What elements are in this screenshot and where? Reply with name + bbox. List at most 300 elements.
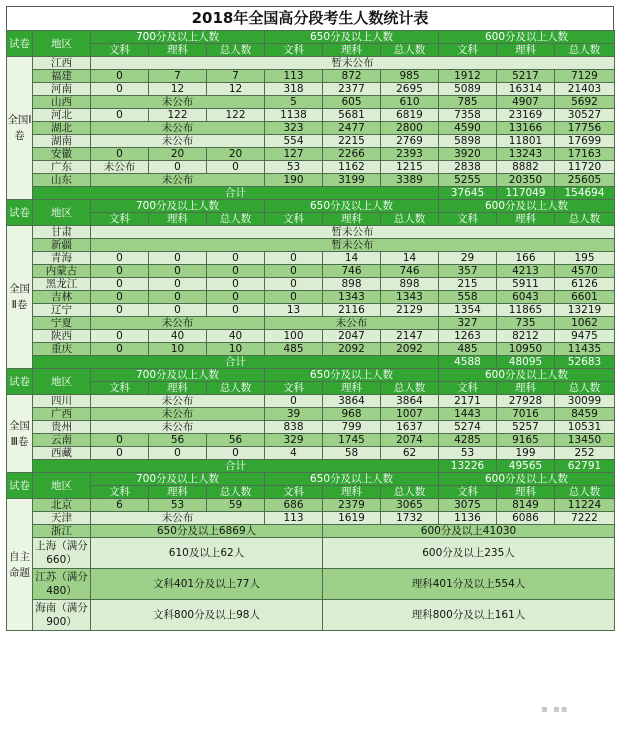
- region-cell: 广东: [33, 161, 91, 174]
- not-published-cell: 未公布: [265, 317, 439, 330]
- value-cell: 30099: [555, 395, 615, 408]
- value-cell: 未公布: [91, 161, 149, 174]
- header-wenke: 文科: [265, 44, 323, 57]
- region-cell: 安徽: [33, 148, 91, 161]
- value-cell: 1443: [439, 408, 497, 421]
- value-cell: 5898: [439, 135, 497, 148]
- not-published-cell: 未公布: [91, 512, 265, 525]
- not-published-cell: 未公布: [91, 135, 265, 148]
- table-row: [7, 148, 615, 161]
- value-cell: 1912: [439, 70, 497, 83]
- value-cell: 11801: [497, 135, 555, 148]
- table-row: [7, 161, 615, 174]
- value-cell: 5257: [497, 421, 555, 434]
- value-cell: 0: [265, 395, 323, 408]
- total-value: 52683: [555, 356, 615, 369]
- value-cell: 686: [265, 499, 323, 512]
- value-cell: 4: [265, 447, 323, 460]
- region-cell: 黑龙江: [33, 278, 91, 291]
- value-cell: 0: [265, 252, 323, 265]
- value-cell: 40: [207, 330, 265, 343]
- value-cell: 1007: [381, 408, 439, 421]
- value-cell: 1637: [381, 421, 439, 434]
- value-cell: 5: [265, 96, 323, 109]
- value-cell: 62: [381, 447, 439, 460]
- region-cell: 上海（满分660）: [33, 538, 91, 569]
- value-cell: 17756: [555, 122, 615, 135]
- value-cell: 5217: [497, 70, 555, 83]
- not-published-cell: 暂未公布: [91, 239, 615, 252]
- value-cell: 0: [91, 278, 149, 291]
- value-cell: 25605: [555, 174, 615, 187]
- value-cell: 4590: [439, 122, 497, 135]
- page-title: 2018年全国高分段考生人数统计表: [6, 6, 614, 30]
- table-row: [7, 96, 615, 109]
- value-cell: 53: [149, 499, 207, 512]
- value-cell: 2074: [381, 434, 439, 447]
- value-cell: 20: [149, 148, 207, 161]
- header-like: 理科: [149, 486, 207, 499]
- value-cell: 11224: [555, 499, 615, 512]
- value-cell: 0: [91, 447, 149, 460]
- table-row: [7, 343, 615, 356]
- value-cell: 7222: [555, 512, 615, 525]
- summary-cell: 理科800分及以上161人: [323, 600, 615, 631]
- value-cell: 5681: [323, 109, 381, 122]
- value-cell: 53: [265, 161, 323, 174]
- not-published-cell: 暂未公布: [91, 226, 615, 239]
- value-cell: 9165: [497, 434, 555, 447]
- value-cell: 166: [497, 252, 555, 265]
- value-cell: 0: [149, 252, 207, 265]
- header-wenke: 文科: [265, 486, 323, 499]
- value-cell: 7358: [439, 109, 497, 122]
- header-600-group: 600分及以上人数: [439, 473, 615, 486]
- value-cell: 985: [381, 70, 439, 83]
- value-cell: 10531: [555, 421, 615, 434]
- table-row: [7, 265, 615, 278]
- value-cell: 2092: [381, 343, 439, 356]
- header-wenke: 文科: [265, 382, 323, 395]
- value-cell: 357: [439, 265, 497, 278]
- value-cell: 2838: [439, 161, 497, 174]
- value-cell: 1215: [381, 161, 439, 174]
- value-cell: 27928: [497, 395, 555, 408]
- header-total: 总人数: [555, 44, 615, 57]
- table-row: [7, 213, 615, 226]
- value-cell: 10950: [497, 343, 555, 356]
- header-600-group: 600分及以上人数: [439, 31, 615, 44]
- value-cell: 12: [207, 83, 265, 96]
- stats-table: [6, 30, 615, 631]
- header-like: 理科: [323, 213, 381, 226]
- value-cell: 799: [323, 421, 381, 434]
- value-cell: 1062: [555, 317, 615, 330]
- total-value: 13226: [439, 460, 497, 473]
- header-700-group: 700分及以上人数: [91, 200, 265, 213]
- value-cell: 838: [265, 421, 323, 434]
- value-cell: 329: [265, 434, 323, 447]
- value-cell: 2171: [439, 395, 497, 408]
- table-row: [7, 31, 615, 44]
- header-exam-type: 试卷: [7, 369, 33, 395]
- value-cell: 122: [149, 109, 207, 122]
- total-label: 合计: [33, 356, 439, 369]
- header-like: 理科: [497, 213, 555, 226]
- header-total: 总人数: [207, 382, 265, 395]
- value-cell: 14: [381, 252, 439, 265]
- value-cell: 2129: [381, 304, 439, 317]
- region-cell: 甘肃: [33, 226, 91, 239]
- total-value: 48095: [497, 356, 555, 369]
- table-row: [7, 330, 615, 343]
- value-cell: 0: [207, 265, 265, 278]
- value-cell: 872: [323, 70, 381, 83]
- value-cell: 30527: [555, 109, 615, 122]
- value-cell: 17163: [555, 148, 615, 161]
- value-cell: 485: [439, 343, 497, 356]
- region-cell: 新疆: [33, 239, 91, 252]
- region-cell: 山东: [33, 174, 91, 187]
- table-row: [7, 135, 615, 148]
- total-label: 合计: [33, 187, 439, 200]
- header-like: 理科: [497, 486, 555, 499]
- not-published-cell: 未公布: [91, 122, 265, 135]
- value-cell: 554: [265, 135, 323, 148]
- value-cell: 2092: [323, 343, 381, 356]
- value-cell: 5255: [439, 174, 497, 187]
- region-cell: 山西: [33, 96, 91, 109]
- header-total: 总人数: [207, 44, 265, 57]
- table-row: [7, 278, 615, 291]
- value-cell: 1619: [323, 512, 381, 525]
- header-total: 总人数: [555, 382, 615, 395]
- header-total: 总人数: [381, 486, 439, 499]
- region-cell: 江苏（满分480）: [33, 569, 91, 600]
- header-exam-type: 试卷: [7, 473, 33, 499]
- header-wenke: 文科: [91, 44, 149, 57]
- value-cell: 6601: [555, 291, 615, 304]
- stats-table-container: [6, 6, 614, 715]
- header-total: 总人数: [381, 44, 439, 57]
- header-wenke: 文科: [91, 486, 149, 499]
- region-cell: 福建: [33, 70, 91, 83]
- table-row: [7, 44, 615, 57]
- value-cell: 8212: [497, 330, 555, 343]
- header-like: 理科: [149, 382, 207, 395]
- header-700-group: 700分及以上人数: [91, 473, 265, 486]
- exam-type-label: 全国Ⅰ卷: [7, 57, 33, 200]
- table-row: [7, 408, 615, 421]
- table-row: [7, 252, 615, 265]
- value-cell: 127: [265, 148, 323, 161]
- value-cell: 6126: [555, 278, 615, 291]
- summary-cell: 理科401分及以上554人: [323, 569, 615, 600]
- table-row: [7, 239, 615, 252]
- total-value: 154694: [555, 187, 615, 200]
- value-cell: 8459: [555, 408, 615, 421]
- value-cell: 29: [439, 252, 497, 265]
- table-row: [7, 512, 615, 525]
- region-cell: 江西: [33, 57, 91, 70]
- value-cell: 3065: [381, 499, 439, 512]
- value-cell: 0: [91, 265, 149, 278]
- value-cell: 0: [149, 278, 207, 291]
- table-row: [7, 600, 615, 631]
- header-total: 总人数: [381, 382, 439, 395]
- value-cell: 199: [497, 447, 555, 460]
- value-cell: 13166: [497, 122, 555, 135]
- value-cell: 20350: [497, 174, 555, 187]
- region-cell: 贵州: [33, 421, 91, 434]
- header-650-group: 650分及以上人数: [265, 200, 439, 213]
- header-700-group: 700分及以上人数: [91, 31, 265, 44]
- value-cell: 53: [439, 447, 497, 460]
- value-cell: 0: [207, 304, 265, 317]
- value-cell: 14: [323, 252, 381, 265]
- table-row: [7, 174, 615, 187]
- table-row: [7, 486, 615, 499]
- header-total: 总人数: [381, 213, 439, 226]
- value-cell: 21403: [555, 83, 615, 96]
- not-published-cell: 未公布: [91, 408, 265, 421]
- value-cell: 0: [91, 252, 149, 265]
- value-cell: 59: [207, 499, 265, 512]
- value-cell: 0: [207, 291, 265, 304]
- value-cell: 1162: [323, 161, 381, 174]
- value-cell: 605: [323, 96, 381, 109]
- value-cell: 2379: [323, 499, 381, 512]
- value-cell: 10: [149, 343, 207, 356]
- value-cell: 0: [91, 304, 149, 317]
- value-cell: 5274: [439, 421, 497, 434]
- value-cell: 13243: [497, 148, 555, 161]
- region-cell: 河南: [33, 83, 91, 96]
- region-cell: 四川: [33, 395, 91, 408]
- value-cell: 11435: [555, 343, 615, 356]
- value-cell: 122: [207, 109, 265, 122]
- total-value: 4588: [439, 356, 497, 369]
- value-cell: 8882: [497, 161, 555, 174]
- value-cell: 13219: [555, 304, 615, 317]
- table-row: [7, 499, 615, 512]
- value-cell: 1732: [381, 512, 439, 525]
- value-cell: 2116: [323, 304, 381, 317]
- value-cell: 2215: [323, 135, 381, 148]
- header-wenke: 文科: [265, 213, 323, 226]
- header-region: 地区: [33, 200, 91, 226]
- table-row: [7, 569, 615, 600]
- summary-cell: 610及以上62人: [91, 538, 323, 569]
- header-like: 理科: [149, 213, 207, 226]
- value-cell: 0: [149, 161, 207, 174]
- table-row: [7, 187, 615, 200]
- value-cell: 327: [439, 317, 497, 330]
- value-cell: 252: [555, 447, 615, 460]
- value-cell: 1136: [439, 512, 497, 525]
- region-cell: 重庆: [33, 343, 91, 356]
- header-like: 理科: [323, 382, 381, 395]
- table-row: [7, 291, 615, 304]
- header-650-group: 650分及以上人数: [265, 369, 439, 382]
- table-row: [7, 122, 615, 135]
- value-cell: 13450: [555, 434, 615, 447]
- stats-table-body: [7, 31, 615, 631]
- summary-cell: 600分及以上235人: [323, 538, 615, 569]
- value-cell: 4285: [439, 434, 497, 447]
- region-cell: 辽宁: [33, 304, 91, 317]
- value-cell: 3920: [439, 148, 497, 161]
- value-cell: 7: [207, 70, 265, 83]
- region-cell: 宁夏: [33, 317, 91, 330]
- header-exam-type: 试卷: [7, 31, 33, 57]
- value-cell: 785: [439, 96, 497, 109]
- value-cell: 6086: [497, 512, 555, 525]
- region-cell: 云南: [33, 434, 91, 447]
- table-row: [7, 460, 615, 473]
- table-row: [7, 304, 615, 317]
- region-cell: 西藏: [33, 447, 91, 460]
- table-row: [7, 473, 615, 486]
- header-wenke: 文科: [439, 382, 497, 395]
- value-cell: 7: [149, 70, 207, 83]
- total-label: 合计: [33, 460, 439, 473]
- summary-cell: 文科800分及以上98人: [91, 600, 323, 631]
- header-total: 总人数: [555, 486, 615, 499]
- header-like: 理科: [497, 382, 555, 395]
- value-cell: 1263: [439, 330, 497, 343]
- header-wenke: 文科: [91, 382, 149, 395]
- value-cell: 610: [381, 96, 439, 109]
- value-cell: 0: [149, 265, 207, 278]
- value-cell: 0: [149, 291, 207, 304]
- value-cell: 0: [149, 447, 207, 460]
- value-cell: 2695: [381, 83, 439, 96]
- value-cell: 6: [91, 499, 149, 512]
- value-cell: 16314: [497, 83, 555, 96]
- summary-cell: 文科401分及以上77人: [91, 569, 323, 600]
- value-cell: 0: [265, 278, 323, 291]
- not-published-cell: 未公布: [91, 96, 265, 109]
- value-cell: 13: [265, 304, 323, 317]
- value-cell: 2147: [381, 330, 439, 343]
- value-cell: 113: [265, 512, 323, 525]
- table-row: [7, 447, 615, 460]
- region-cell: 河北: [33, 109, 91, 122]
- table-row: [7, 382, 615, 395]
- value-cell: 0: [207, 278, 265, 291]
- region-cell: 青海: [33, 252, 91, 265]
- value-cell: 7129: [555, 70, 615, 83]
- header-600-group: 600分及以上人数: [439, 200, 615, 213]
- value-cell: 746: [323, 265, 381, 278]
- header-wenke: 文科: [439, 213, 497, 226]
- not-published-cell: 未公布: [91, 395, 265, 408]
- header-exam-type: 试卷: [7, 200, 33, 226]
- value-cell: 0: [91, 148, 149, 161]
- table-row: [7, 57, 615, 70]
- value-cell: 2477: [323, 122, 381, 135]
- value-cell: 2266: [323, 148, 381, 161]
- value-cell: 323: [265, 122, 323, 135]
- table-row: [7, 395, 615, 408]
- value-cell: 1745: [323, 434, 381, 447]
- value-cell: 23169: [497, 109, 555, 122]
- value-cell: 20: [207, 148, 265, 161]
- value-cell: 2047: [323, 330, 381, 343]
- header-region: 地区: [33, 369, 91, 395]
- value-cell: 10: [207, 343, 265, 356]
- region-cell: 吉林: [33, 291, 91, 304]
- value-cell: 11720: [555, 161, 615, 174]
- value-cell: 0: [207, 161, 265, 174]
- region-cell: 陕西: [33, 330, 91, 343]
- header-700-group: 700分及以上人数: [91, 369, 265, 382]
- header-650-group: 650分及以上人数: [265, 473, 439, 486]
- value-cell: 4907: [497, 96, 555, 109]
- not-published-cell: 未公布: [91, 421, 265, 434]
- value-cell: 1343: [381, 291, 439, 304]
- table-row: [7, 317, 615, 330]
- header-600-group: 600分及以上人数: [439, 369, 615, 382]
- value-cell: 5911: [497, 278, 555, 291]
- value-cell: 2800: [381, 122, 439, 135]
- value-cell: 4213: [497, 265, 555, 278]
- value-cell: 0: [149, 304, 207, 317]
- value-cell: 0: [265, 291, 323, 304]
- region-cell: 北京: [33, 499, 91, 512]
- value-cell: 0: [91, 83, 149, 96]
- value-cell: 735: [497, 317, 555, 330]
- region-cell: 湖南: [33, 135, 91, 148]
- total-value: 62791: [555, 460, 615, 473]
- total-value: 37645: [439, 187, 497, 200]
- header-wenke: 文科: [91, 213, 149, 226]
- value-cell: 100: [265, 330, 323, 343]
- value-cell: 3075: [439, 499, 497, 512]
- header-wenke: 文科: [439, 44, 497, 57]
- not-published-cell: 未公布: [91, 317, 265, 330]
- header-like: 理科: [323, 486, 381, 499]
- total-value: 117049: [497, 187, 555, 200]
- region-cell: 天津: [33, 512, 91, 525]
- table-row: [7, 109, 615, 122]
- table-row: [7, 421, 615, 434]
- value-cell: 190: [265, 174, 323, 187]
- value-cell: 7016: [497, 408, 555, 421]
- value-cell: 195: [555, 252, 615, 265]
- header-region: 地区: [33, 473, 91, 499]
- table-row: [7, 226, 615, 239]
- table-row: [7, 200, 615, 213]
- watermark-logo: ▪︎ ▪︎▪︎: [541, 704, 569, 715]
- value-cell: 39: [265, 408, 323, 421]
- value-cell: 11865: [497, 304, 555, 317]
- region-cell: 广西: [33, 408, 91, 421]
- value-cell: 0: [91, 434, 149, 447]
- value-cell: 215: [439, 278, 497, 291]
- summary-cell: 650分及以上6869人: [91, 525, 323, 538]
- region-cell: 海南（满分900）: [33, 600, 91, 631]
- table-row: [7, 369, 615, 382]
- table-row: [7, 83, 615, 96]
- value-cell: 0: [207, 447, 265, 460]
- value-cell: 3864: [323, 395, 381, 408]
- value-cell: 1343: [323, 291, 381, 304]
- value-cell: 0: [91, 330, 149, 343]
- value-cell: 3389: [381, 174, 439, 187]
- value-cell: 485: [265, 343, 323, 356]
